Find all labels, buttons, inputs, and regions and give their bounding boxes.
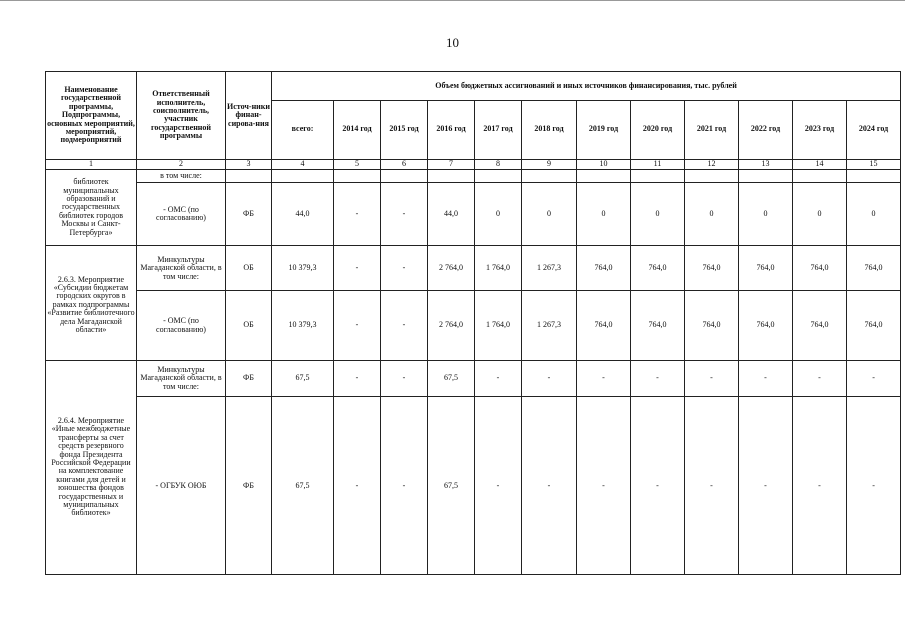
- cell-value: 764,0: [685, 246, 739, 291]
- cell-value: -: [334, 397, 381, 575]
- table-row: [46, 183, 901, 246]
- header-year: 2016 год: [428, 100, 475, 159]
- cell-value: 0: [475, 183, 522, 246]
- row-responsible: - ОГБУК ОЮБ: [137, 397, 226, 575]
- cell-value: 764,0: [739, 291, 793, 360]
- header-year: 2020 год: [631, 100, 685, 159]
- cell-value: -: [522, 360, 577, 397]
- cell-value: -: [475, 360, 522, 397]
- cell-value: -: [793, 360, 847, 397]
- header-year: 2022 год: [739, 100, 793, 159]
- cell-value: 0: [739, 183, 793, 246]
- cell-value: 0: [793, 183, 847, 246]
- header-year: 2023 год: [793, 100, 847, 159]
- header-year: 2015 год: [381, 100, 428, 159]
- row-responsible: Минкультуры Магаданской области, в том числе:: [137, 360, 226, 397]
- cell-value: -: [334, 291, 381, 360]
- row-source: ОБ: [226, 246, 272, 291]
- cell-value: 764,0: [685, 291, 739, 360]
- cell-value: -: [847, 360, 901, 397]
- cell-value: -: [381, 397, 428, 575]
- cell-value: 764,0: [631, 291, 685, 360]
- cell-value: -: [334, 360, 381, 397]
- row-responsible: - ОМС (по согласованию): [137, 183, 226, 246]
- cell-value: -: [631, 360, 685, 397]
- cell-value: 1 764,0: [475, 246, 522, 291]
- header-year: 2024 год: [847, 100, 901, 159]
- row-name: 2.6.4. Мероприятие «Иные межбюджетные трансферты за счет средств резервного фонда Президента Российской Федерации на комплектование книгами для детей и юношества фондов государственных и муниципальных библиотек»: [46, 360, 137, 574]
- cell-value: 764,0: [739, 246, 793, 291]
- row-name: 2.6.3. Мероприятие «Субсидии бюджетам городских округов в рамках подпрограммы «Развитие библиотечного дела Магаданской области»: [46, 246, 137, 360]
- table-row: [46, 397, 901, 575]
- table-row: [46, 291, 901, 360]
- cell-total: 10 379,3: [272, 291, 334, 360]
- cell-value: -: [739, 360, 793, 397]
- cell-value: 764,0: [577, 291, 631, 360]
- column-number: 11: [631, 159, 685, 169]
- cell-value: 0: [522, 183, 577, 246]
- cell-value: 1 764,0: [475, 291, 522, 360]
- budget-table: [45, 71, 901, 575]
- table-row: [46, 169, 901, 182]
- column-number: 14: [793, 159, 847, 169]
- row-source: ФБ: [226, 360, 272, 397]
- column-number: 5: [334, 159, 381, 169]
- row-name: библиотек муниципальных образований и государственных библиотек городов Москвы и Санкт-Петербурга»: [46, 169, 137, 246]
- column-number: 2: [137, 159, 226, 169]
- column-number: 13: [739, 159, 793, 169]
- cell-value: 764,0: [793, 291, 847, 360]
- cell-value: -: [381, 246, 428, 291]
- column-number: 15: [847, 159, 901, 169]
- column-number: 12: [685, 159, 739, 169]
- cell-value: 0: [847, 183, 901, 246]
- cell-value: -: [381, 291, 428, 360]
- cell-value: 67,5: [428, 397, 475, 575]
- cell-value: 0: [685, 183, 739, 246]
- page-number: 10: [446, 35, 459, 50]
- cell-value: -: [522, 397, 577, 575]
- header-total: всего:: [272, 100, 334, 159]
- cell-value: -: [381, 360, 428, 397]
- cell-value: -: [847, 397, 901, 575]
- cell-value: -: [381, 183, 428, 246]
- header-name: Наименование государственной программы, Подпрограммы, основных мероприятий, мероприятий, подмероприятий: [46, 72, 137, 160]
- column-numbers-row: [46, 159, 901, 169]
- cell-value: 1 267,3: [522, 246, 577, 291]
- cell-value: -: [685, 397, 739, 575]
- header-year: 2017 год: [475, 100, 522, 159]
- cell-value: -: [739, 397, 793, 575]
- cell-value: -: [577, 397, 631, 575]
- cell-value: 67,5: [428, 360, 475, 397]
- cell-value: 44,0: [428, 183, 475, 246]
- row-source: ФБ: [226, 397, 272, 575]
- row-source: ОБ: [226, 291, 272, 360]
- header-year: 2018 год: [522, 100, 577, 159]
- column-number: 6: [381, 159, 428, 169]
- header-year: 2021 год: [685, 100, 739, 159]
- column-number: 4: [272, 159, 334, 169]
- table-row: [46, 360, 901, 397]
- row-source: ФБ: [226, 183, 272, 246]
- cell-value: 2 764,0: [428, 291, 475, 360]
- cell-value: 0: [577, 183, 631, 246]
- table-row: [46, 246, 901, 291]
- column-number: 7: [428, 159, 475, 169]
- cell-total: 67,5: [272, 360, 334, 397]
- cell-value: 764,0: [631, 246, 685, 291]
- cell-value: -: [577, 360, 631, 397]
- header-year: 2019 год: [577, 100, 631, 159]
- cell-value: -: [631, 397, 685, 575]
- row-responsible: Минкультуры Магаданской области, в том числе:: [137, 246, 226, 291]
- header-source: Источ-ники финан-сирова-ния: [226, 72, 272, 160]
- column-number: 8: [475, 159, 522, 169]
- cell-value: 764,0: [577, 246, 631, 291]
- row-responsible: в том числе:: [137, 169, 226, 182]
- header-responsible: Ответственный исполнитель, соисполнитель, участник государственной программы: [137, 72, 226, 160]
- cell-value: 764,0: [793, 246, 847, 291]
- column-number: 1: [46, 159, 137, 169]
- cell-value: -: [334, 246, 381, 291]
- cell-value: -: [793, 397, 847, 575]
- cell-value: -: [685, 360, 739, 397]
- header-year: 2014 год: [334, 100, 381, 159]
- column-number: 3: [226, 159, 272, 169]
- cell-value: -: [475, 397, 522, 575]
- cell-total: 67,5: [272, 397, 334, 575]
- column-number: 10: [577, 159, 631, 169]
- column-number: 9: [522, 159, 577, 169]
- row-responsible: - ОМС (по согласованию): [137, 291, 226, 360]
- cell-value: 764,0: [847, 291, 901, 360]
- page-top-edge: [0, 0, 905, 1]
- cell-total: 10 379,3: [272, 246, 334, 291]
- cell-value: 2 764,0: [428, 246, 475, 291]
- cell-value: 1 267,3: [522, 291, 577, 360]
- header-volume: Объем бюджетных ассигнований и иных источников финансирования, тыс. рублей: [272, 72, 901, 101]
- cell-value: 764,0: [847, 246, 901, 291]
- cell-value: -: [334, 183, 381, 246]
- cell-value: 0: [631, 183, 685, 246]
- cell-total: 44,0: [272, 183, 334, 246]
